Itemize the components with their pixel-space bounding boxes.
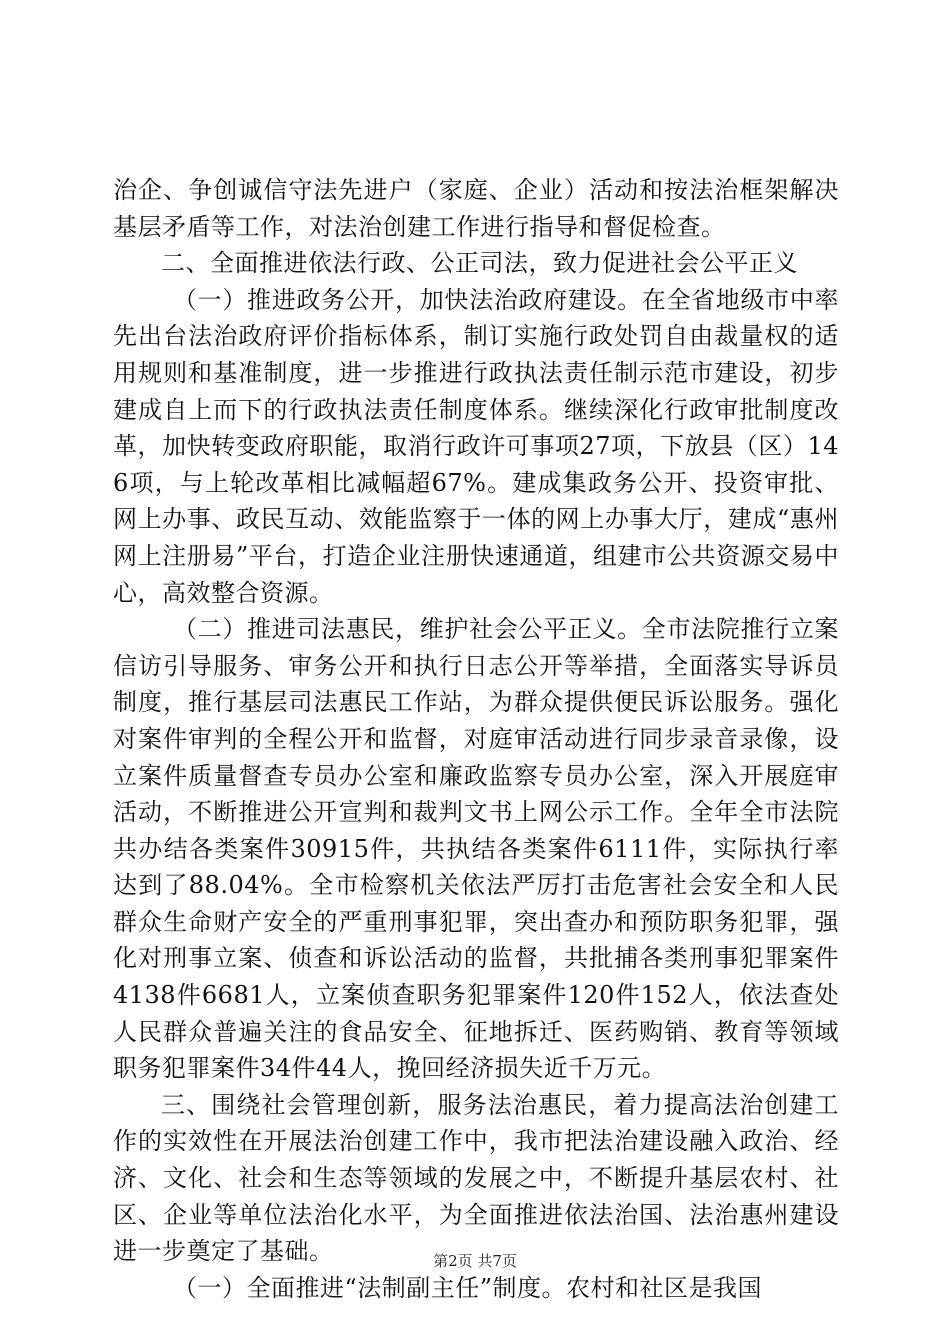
paragraph-continuation: 治企、争创诚信守法先进户（家庭、企业）活动和按法治框架解决基层矛盾等工作，对法治创建工作进行指导和督促检查。	[113, 176, 839, 241]
document-body	[113, 172, 839, 1306]
page-number-footer: 第2页 共7页	[433, 1252, 517, 1270]
section-heading-3: 三、围绕社会管理创新，服务法治惠民，着力提高法治创建工作的实效性在开展法治创建工作中，我市把法治建设融入政治、经济、文化、社会和生态等领域的发展之中，不断提升基层农村、社区、企业等单位法治化水平，为全面推进依法治国、法治惠州建设进一步奠定了基础。	[113, 1090, 839, 1266]
paragraph-government-affairs: （一）推进政务公开，加快法治政府建设。在全省地级市中率先出台法治政府评价指标体系，制订实施行政处罚自由裁量权的适用规则和基准制度，进一步推进行政执法责任制示范市建设，初步建成自上而下的行政执法责任制度体系。继续深化行政审批制度改革，加快转变政府职能，取消行政许可事项27项，下放县（区）146项，与上轮改革相比减幅超67%。建成集政务公开、投资审批、网上办事、政民互动、效能监察于一体的网上办事大厅，建成“惠州网上注册易”平台，打造企业注册快速通道，组建市公共资源交易中心，高效整合资源。	[113, 285, 839, 607]
paragraph-legal-vice-director: （一）全面推进“法制副主任”制度。农村和社区是我国	[173, 1273, 763, 1302]
paragraph-judicial: （二）推进司法惠民，维护社会公平正义。全市法院推行立案信访引导服务、审务公开和执行日志公开等举措，全面落实导诉员制度，推行基层司法惠民工作站，为群众提供便民诉讼服务。强化对案件审判的全程公开和监督，对庭审活动进行同步录音录像，设立案件质量督查专员办公室和廉政监察专员办公室，深入开展庭审活动，不断推进公开宣判和裁判文书上网公示工作。全年全市法院共办结各类案件30915件，共执结各类案件6111件，实际执行率达到了88.04%。全市检察机关依法严厉打击危害社会安全和人民群众生命财产安全的严重刑事犯罪，突出查办和预防职务犯罪，强化对刑事立案、侦查和诉讼活动的监督，共批捕各类刑事犯罪案件4138件6681人，立案侦查职务犯罪案件120件152人，依法查处人民群众普遍关注的食品安全、征地拆迁、医药购销、教育等领域职务犯罪案件34件44人，挽回经济损失近千万元。	[113, 615, 839, 1083]
section-heading-2: 二、全面推进依法行政、公正司法，致力促进社会公平正义	[161, 249, 798, 278]
